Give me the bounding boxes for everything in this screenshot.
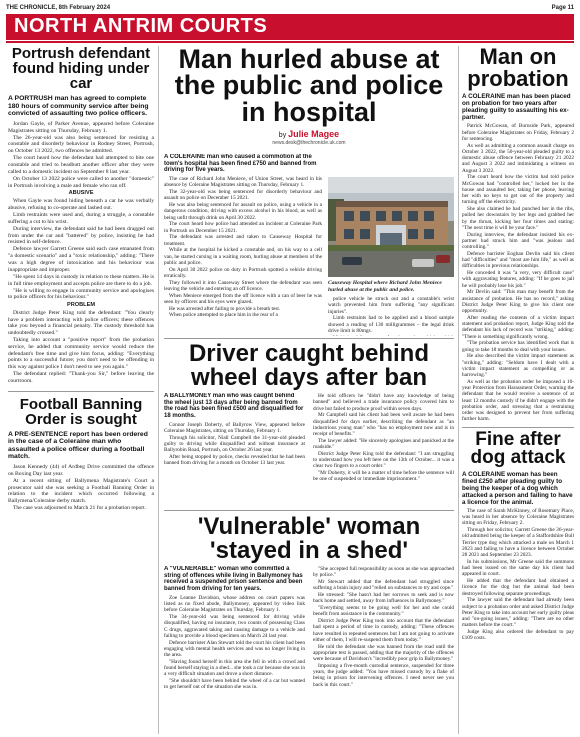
wheel-standfirst: A BALLYMONEY man who was caught behind the wheel just 13 days after being banned from the road has been fined £500 and disqualified for 18 months.	[164, 393, 304, 420]
paragraph: He told the defendant she was banned from the road until the appropriate test is passed, adding that the majority of the offences were because of Davidson's "incredibly poor grip in Ballymoney."	[313, 643, 454, 663]
paragraph: "He is willing to engage in community service and apologises to police officers for his behaviour."	[8, 287, 154, 301]
paragraph: He was also being sentenced for assault on police, using a vehicle in a dangerous condition, driving with excess alcohol in his blood, as well as being unfit through drink on April 30 2022.	[164, 202, 322, 221]
paragraph: Defence barrister Alan Stewart told the court his client had been engaging with mental health services and was no longer living in the area.	[164, 639, 305, 659]
paragraph: The case of Richard John Meniece, of Union Street, was heard in his absence by Coleraine Magistrates sitting on Thursday, February 1.	[164, 176, 322, 189]
paragraph: Limb restraints were used and, during a struggle, a constable suffering a cut to his wrist.	[8, 211, 154, 225]
article-divider	[8, 391, 154, 392]
portrush-standfirst: A PORTRUSH man has agreed to complete 180 hours of community service after being convicted of assaulting two police officers.	[8, 95, 149, 118]
right-column	[462, 46, 574, 734]
paragraph: "She accepted full responsibility as soon as she was approached by police."	[313, 566, 454, 579]
paragraph: District Judge Peter King told the defendant: "I am struggling to understand how you left here on the 13th of October... it was a clear two fingers to a court order."	[313, 450, 454, 470]
hospital-body-cont	[328, 296, 454, 336]
paragraph: The court heard how the victim had told police McGowan had "controlled her," locked her in the house and assaulted her, taking her phone, leaving her with no keys to get out of the property and turning off the electricity.	[462, 174, 574, 206]
wheel-body-cont	[313, 393, 454, 483]
section-banner	[6, 14, 574, 40]
photo-caption: Causeway Hospital where Richard John Meniece hurled abuse at the public and police.	[328, 280, 442, 293]
paragraph: District Judge Peter King took into account that the defendant had spent a period of time in custody, adding: "These offences have resulted in repeated sentences but I am not going to activate either of them, I will re-suspend them from today."	[313, 618, 454, 643]
shed-col-right	[313, 566, 454, 732]
portrush-body	[8, 121, 154, 385]
paragraph: When Gayle was found hiding beneath a car he was verbally abusive, refusing to co-operate and lashed out.	[8, 198, 154, 211]
probation-article	[462, 46, 574, 423]
paragraph: After reading the contents of a victim impact statement and probation report, Judge King told the defendant his lack of record was "striking," adding: "There is something significantly wrong.	[462, 314, 574, 340]
paragraph: The defendant replied: "Thank-you Sir," before leaving the courtroom.	[8, 371, 154, 384]
hospital-body	[164, 176, 322, 319]
portrush-headline: Portrush defendant found hiding under car	[11, 46, 151, 92]
wheel-headline: Driver caught behind wheel days after ban	[188, 340, 430, 391]
paragraph: On April 30 2022 police on duty in Portrush spotted a vehicle driving erratically.	[164, 266, 322, 279]
paragraph: He conceded it was "a very, very difficult case" with aggravating features, adding: "If he goes to jail he will probably lose his job."	[462, 270, 574, 289]
hospital-building-image	[328, 177, 454, 277]
paragraph: The 32-year-old was being sentenced for disorderly behaviour and assault on police on December 15 2021.	[164, 189, 322, 202]
article-divider	[462, 427, 574, 428]
paragraph: He added that the defendant had obtained a licence for the dog but the animal had been destroyed following separate proceedings.	[462, 578, 574, 597]
dog-headline: Fine after dog attack	[470, 428, 566, 469]
paragraph	[328, 335, 454, 337]
paragraph: They followed it into Causeway Street where the defendant was seen leaving the vehicle and entering an off licence.	[164, 279, 322, 292]
paragraph: "She shouldn't have been behind the wheel of a car but wanted to get herself out of the situation she was in.	[164, 678, 305, 691]
paragraph: As well as admitting a common assault charge on October 3 2022, the 50-year-old pleaded guilty to a domestic abuse offence between February 21 2022 and August 3 2022 and intimidating a witness on August 3 2022.	[462, 142, 574, 174]
column-divider-right	[458, 46, 459, 734]
paragraph: Connor Joseph Doherty, of Ballyrow View, appeared before Coleraine Magistrates, sitting on Thursday, February 1.	[164, 421, 305, 435]
paragraph: Limb restraints had to be applied and a blood sample showed a reading of 130 milligrammes – the legal drink drive limit is 80mgs.	[328, 315, 454, 334]
byline-email: news.desk@thechronicle.uk.com	[272, 140, 346, 147]
shed-article	[164, 510, 454, 734]
paragraph: During interview, the defendant insisted his ex-partner had struck him and "was jealous and controlling."	[462, 231, 574, 251]
paragraph: Mr Campbell said his client had been well aware he had been disqualified for days earlier, describing the defendant as "an industrious young man" who "has no employment now and is in receipt of benefits."	[313, 412, 454, 438]
hospital-standfirst: A COLERAINE man who caused a commotion at the town's hospital has been fined £750 and banned from driving for five years.	[164, 154, 317, 174]
paragraph: Mr Stewart added that the defendant had struggled since suffering a brain injury and "relied on substances to try and cope."	[313, 579, 454, 592]
paragraph: police vehicle he struck out and a constable's wrist watch prevented him from suffering "any significant injuries".	[328, 296, 454, 315]
section-title: NORTH ANTRIM COURTS	[14, 15, 268, 37]
football-body	[8, 464, 154, 512]
page-number: Page 11	[551, 5, 574, 11]
paragraph: Imposing a five-month custodial sentence, suspended for three years, the judge added: "You have missed custody by a flake of being in prison for intervening offences. I need never see you back in this court."	[313, 662, 454, 688]
paragraph: In his submissions, Mr Greene said the summons had been issued on the same day his client had appeared in court.	[462, 558, 574, 578]
banner-rule	[6, 41, 574, 43]
paragraph: "Everything seems to be going well for her and she could benefit from assistance in the community."	[313, 605, 454, 618]
paragraph: Jordan Gayle, of Parker Avenue, appeared before Coleraine Magistrates sitting on Thursday, February 1.	[8, 120, 154, 134]
paragraph: The lawyer said the defendant had already been subject to a probation order and asked District Judge Peter King to take into account her early guilty pleas and "on-going issues," adding: "There are no other matters before the court."	[462, 597, 574, 629]
football-article	[8, 397, 154, 512]
paragraph: Defence barrister Eoghan Devlin said his client had "difficulties" and "most are him life," as well as difficulties in previous relationships.	[462, 250, 574, 270]
dog-body	[462, 508, 574, 642]
paragraph: "The probation service has identified work that is going to take 18 months to deal with your issues.	[462, 340, 574, 353]
paragraph: As well as the probation order he imposed a 10-year Protection from Harassment Order, warning the defendant that he would receive a sentence of at least 12 months custody if he didn't engage with the probation order, and stressing that a restraining order was designed to prevent her from suffering further harm.	[462, 378, 574, 423]
football-standfirst: A PRE-SENTENCE report has been ordered in the case of a Coleraine man who assaulted a police officer during a football match.	[8, 430, 148, 461]
paragraph: "He spent 14 days in custody in relation to these matters. He is in full time employment and accepts police are there to do a job.	[8, 273, 154, 287]
shed-col-left	[164, 566, 305, 732]
paragraph: Zoe Leanne Davidson, whose address on court papers was listed as no fixed abode, Ballymoney, appeared by video link before Coleraine Magistrates on Thursday, February 1.	[164, 594, 305, 614]
paragraph: When Meniece emerged from the off licence with a can of beer he was seen by officers and his eyes were glazed.	[164, 292, 322, 305]
article-divider	[164, 510, 454, 511]
paragraph: The case was adjourned to March 21 for a probation report.	[13, 505, 147, 512]
paragraph: The 34-year-old was being sentenced for driving while disqualified, having no insurance, two counts of possessing Class C drugs, aggravated taking and causing damage to a vehicle and failing to provide a blood specimen on March 24 last year.	[164, 614, 305, 639]
probation-body	[462, 123, 574, 422]
paragraph: District Judge Peter King told the defendant: "You clearly have a problem interacting with police officers; these offences take you beyond a financial penalty. The custody threshold has undoubtedly crossed."	[8, 309, 154, 336]
paragraph: The court heard how police had attended an incident at Coleraine Park in Portrush on December 15 2021.	[164, 221, 322, 234]
paragraph: Through her solicitor, Garrett Greene the 36-year-old admitted being the keeper of a Staffordshire Bull Terrier type dog which attacked a male on March 1 2023 and failing to have a licence between October 28 2021 and September 23 2023.	[462, 527, 574, 559]
hospital-photo	[328, 177, 454, 277]
football-headline: Football Banning Order is sought	[19, 395, 143, 428]
byline-prefix: by	[278, 132, 287, 140]
paragraph: On October 13 2022 police were called to another "domestic" in Portrush involving a male and female who ran off.	[8, 175, 154, 189]
paragraph: At a recent sitting of Ballymena Magistrate's Court a prosecutor said she was seeking a Football Banning Order in relation to the incident which occurred following a Ballymena/Coleraine derby match.	[8, 477, 154, 504]
paragraph: Defence lawyer Garrett Greene said each case emanated from "a domestic scenario" and a "toxic relationship," adding: "There was a high degree of intoxication and his behaviour was inappropriate and improper.	[8, 246, 154, 273]
portrush-subhead: ABUSIVE	[68, 190, 94, 197]
paragraph: Patrick McGowan, of Burnside Park, appeared before Coleraine Magistrates on Friday, February 2 for sentencing.	[462, 123, 574, 142]
column-divider-left	[158, 46, 159, 734]
paragraph: She also claimed he had punched her in the ribs, pulled her downstairs by her legs and grabbed her by the throat, kicking her four times and stating: "The next time it will be your face."	[462, 206, 574, 231]
hospital-body-left	[164, 154, 322, 334]
paragraph: Jason Kennedy (44) of Ardbeg Drive committed the offence on Boxing Day last year.	[8, 463, 154, 477]
shed-columns	[164, 566, 454, 732]
paragraph: Mr Devlin said: "This man may benefit from the assistance of probation. He has no record," asking District Judge Peter King to give his client one opportunity.	[462, 289, 574, 315]
dog-article	[462, 428, 574, 642]
paragraph: The case of Sarah McKinney, of Rosemary Place, was heard in her absence by Coleraine Magistrates sitting on Friday, February 2.	[462, 507, 574, 527]
shed-headline: 'Vulnerable' woman 'stayed in a shed'	[197, 513, 421, 564]
portrush-subhead-2: PROBLEM	[67, 302, 95, 309]
paragraph: The 26-year-old was also being sentenced for resisting a constable and disorderly behaviour in Rodney Street, Portrush, on October 13 2022, two offences he admitted.	[8, 134, 154, 155]
hospital-headline: Man hurled abuse at the public and police in hospital	[174, 46, 444, 127]
probation-standfirst: A COLERAINE man has been placed on probation for two years after pleading guilty to assaulting his ex-partner.	[462, 93, 571, 122]
shed-body	[164, 595, 305, 691]
probation-headline: Man on probation	[467, 46, 569, 91]
paragraph: He was arrested after failing to provide a breath test.	[169, 305, 281, 312]
byline-name: Julie Magee	[288, 129, 340, 140]
paragraph: He told officers he "didn't have any knowledge of being banned" and believed a trade insurance policy covered him to drive but failed to produce proof within seven days.	[313, 393, 454, 412]
paragraph: The defendant was arrested and taken to Causeway Hospital for treatment.	[164, 234, 322, 247]
hospital-body-right	[328, 296, 454, 336]
paragraph: Judge King also ordered the defendant to pay £109 costs.	[462, 629, 574, 642]
paragraph: The court heard how the defendant had attempted to bite one constable and tried to headbutt another officer after they were called to a domestic incident on September 8 last year.	[8, 155, 154, 175]
paragraph: During interview, the defendant said he had been dragged out from under the car and "battered" by police, insisting he had resisted in self-defence.	[8, 225, 154, 246]
paragraph: The lawyer added: "He sincerely apologises and panicked at the roadside."	[313, 437, 454, 451]
byline	[164, 129, 454, 139]
dog-standfirst: A COLERAINE woman has been fined £250 after pleading guilty to being the keeper of a dog which attacked a person and failing to have a licence for the animal.	[462, 470, 573, 506]
paragraph: Through his solicitor, Niall Campbell the 31-year-old pleaded guilty to driving while disqualified and without insurance at Ballyrobin Road, Portrush, on October 26 last year.	[164, 434, 305, 454]
left-column	[8, 46, 154, 734]
paragraph: He also described the victim impact statement as "striking," adding: "Seldom have I dealt with a victim impact statement as compelling or as harrowing."	[462, 353, 574, 379]
paragraph: He stressed: "She hasn't had her sorrows to seek and is now back home and settled, away from influences in Ballymoney."	[313, 592, 454, 605]
portrush-article	[8, 46, 154, 385]
article-divider	[164, 338, 454, 339]
paragraph: After being stopped by police, checks revealed that he had been banned from driving for a month on October 13 last year.	[164, 454, 305, 467]
shed-standfirst: A "VULNERABLE" woman who committed a string of offences while living in Ballymoney has received a suspended prison sentence and been banned from driving for ten years.	[164, 566, 303, 593]
paragraph: When police attempted to place him in the rear of a	[169, 312, 278, 319]
paragraph: While at the hospital he kicked a constable and, on his way to a cell van, he started cursing in a waiting room, hurling abuse at members of the public and police.	[164, 247, 322, 266]
publication-name: THE CHRONICLE, 8th February 2024	[6, 5, 111, 11]
shed-body-cont	[313, 566, 454, 688]
paragraph: "Having found herself in this area she fell in with a crowd and found herself staying in a shed... she took a car because she was in a very difficult situation and drove a short distance.	[164, 658, 305, 678]
paragraph: "Mr Doherty, it will be a matter of time before the sentence will be one of suspended or immediate imprisonment."	[313, 470, 454, 483]
paragraph: Taking into account a "positive report" from the probation service, he added that community service would reduce the defendant's free time and give him focus, adding: "Everything points to a successful future; you don't need to be offending in this way against police I don't need to see you again."	[8, 337, 154, 370]
wheel-body	[164, 422, 305, 467]
